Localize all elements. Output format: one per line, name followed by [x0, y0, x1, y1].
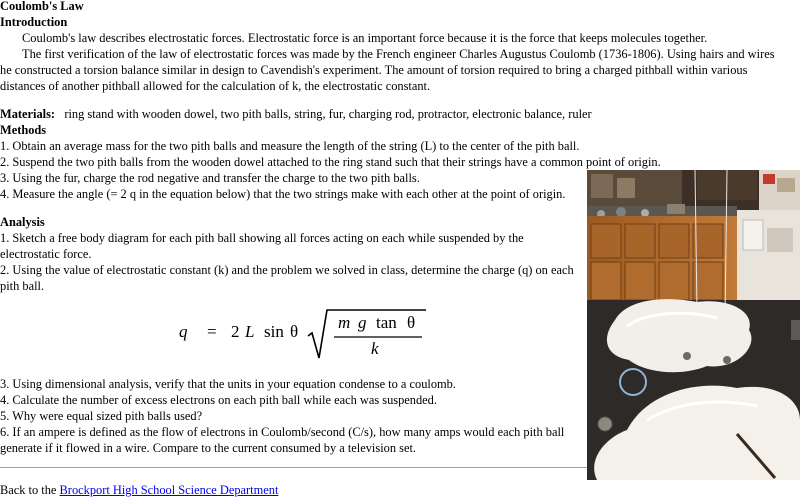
equation-theta: θ	[290, 322, 299, 341]
method-step: 1. Obtain an average mass for the two pith balls and measure the length of the string (L) to the center of the pith ball.	[0, 139, 580, 153]
materials-line	[0, 106, 592, 122]
analysis-item-2-line-1: 2. Using the value of electrostatic constant (k) and the problem we solved in class, determine the charge (q) on each	[0, 263, 574, 277]
equation-lhs: q	[179, 322, 188, 341]
equation-denominator: k	[371, 339, 379, 358]
equation-length: L	[245, 322, 255, 341]
equation-tan: tan	[376, 313, 397, 332]
analysis-item-2-line-2: pith ball.	[0, 279, 45, 293]
page-title: Coulomb's Law	[0, 0, 84, 13]
equation-numerator-theta: θ	[407, 313, 416, 332]
introduction-paragraph-2-line-1: The first verification of the law of electrostatic forces was made by the French engineer Charles Augustus Coulomb (1736-1806). Using hairs and wires	[22, 47, 775, 61]
method-step: 2. Suspend the two pith balls from the wooden dowel attached to the ring stand such that their strings have a common point of origin.	[0, 155, 661, 169]
introduction-heading: Introduction	[0, 15, 68, 29]
analysis-item-6-line-1: 6. If an ampere is defined as the flow of electrons in Coulomb/second (C/s), how many amps would each pith ball	[0, 425, 565, 439]
analysis-item-6-line-2: generate if it flowed in a wire. Compare to the current consumed by a television set.	[0, 441, 416, 455]
lab-photo-drawing	[587, 170, 800, 480]
analysis-item-3: 3. Using dimensional analysis, verify that the units in your equation condense to a coulomb.	[0, 377, 456, 391]
analysis-item-5: 5. Why were equal sized pith balls used?	[0, 409, 203, 423]
footer-divider	[0, 467, 587, 468]
footer-prefix: Back to the	[0, 483, 57, 497]
analysis-heading: Analysis	[0, 215, 45, 229]
equation-sin: sin	[264, 322, 284, 341]
department-link[interactable]: Brockport High School Science Department	[59, 483, 279, 497]
lab-photo	[587, 170, 800, 480]
materials-text: ring stand with wooden dowel, two pith balls, string, fur, charging rod, protractor, electronic balance, ruler	[64, 107, 592, 121]
equation-mass: m	[338, 313, 351, 332]
analysis-item-1-line-2: electrostatic force.	[0, 247, 92, 261]
method-step: 3. Using the fur, charge the rod negative and transfer the charge to the two pith balls.	[0, 171, 420, 185]
equation-gravity: g	[358, 313, 367, 332]
coulomb-equation	[176, 306, 436, 366]
equation-coefficient: 2	[231, 322, 240, 341]
footer	[0, 482, 278, 498]
analysis-item-1-line-1: 1. Sketch a free body diagram for each pith ball showing all forces acting on each while suspended by the	[0, 231, 524, 245]
method-step: 4. Measure the angle (= 2 q in the equation below) that the two strings make with each other at the point of origin.	[0, 187, 566, 201]
analysis-item-4: 4. Calculate the number of excess electrons on each pith ball while each was suspended.	[0, 393, 437, 407]
methods-heading: Methods	[0, 123, 47, 137]
introduction-paragraph-1: Coulomb's law describes electrostatic forces. Electrostatic force is an important force because it is the force that keeps molecules together.	[22, 31, 708, 45]
equation-equals: =	[207, 322, 217, 341]
materials-label: Materials:	[0, 107, 56, 121]
introduction-paragraph-2-line-3: distances of another pithball allowed for the calculation of k, the electrostatic constant.	[0, 79, 431, 93]
introduction-paragraph-2-line-2: he constructed a torsion balance similar in design to Cavendish's experiment. The amount of torsion required to bring a charged pithball within various	[0, 63, 748, 77]
